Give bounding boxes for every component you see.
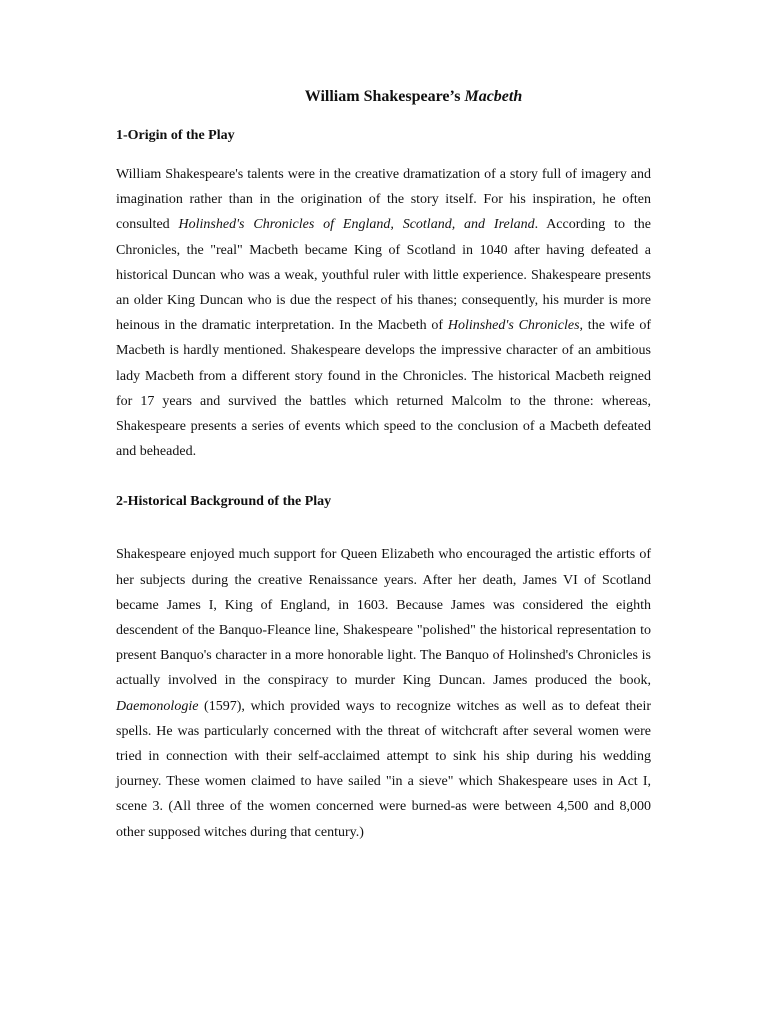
book-title: Holinshed's Chronicles	[447, 318, 580, 334]
section-heading-origin: 1-Origin of the Play	[116, 128, 235, 143]
paragraph-text: . According to the Chronicles, the "real" Macbeth became King of Scotland in 1040 after having defeated a historical Duncan who was a weak, youthful ruler with little experience. Shakespeare presents an older King Duncan who is due the respect of his thanes; consequently, his murder is more heinous in the dramatic interpretation. In the Macbeth of	[116, 217, 651, 334]
section-paragraph-origin	[116, 162, 651, 464]
paragraph-text: (1597), which provided ways to recognize witches as well as to defeat their spells. He was particularly concerned with the threat of witchcraft after several women were tried in connection with their self-acclaimed attempt to sink his ship during his wedding journey. These women claimed to have sailed "in a sieve" which Shakespeare uses in Act I, scene 3. (All three of the women concerned were burned-as were between 4,500 and 8,000 other supposed witches during that century.)	[116, 698, 651, 840]
section-heading-historical-background: 2-Historical Background of the Play	[116, 494, 332, 510]
paragraph-text: William Shakespeare's talents were in the creative dramatization of a story full of imagery and imagination rather than in the origination of the story itself. For his inspiration, he often consulted	[116, 167, 651, 233]
book-title: Holinshed's Chronicles of England, Scotland, and Ireland	[178, 217, 535, 233]
document-page	[116, 86, 651, 845]
title-play-name: Macbeth	[464, 88, 523, 105]
section-paragraph-historical-background	[116, 542, 651, 844]
book-title: Daemonologie	[116, 698, 199, 714]
title-text: William Shakespeare’s	[304, 88, 465, 105]
paragraph-text: Shakespeare enjoyed much support for Queen Elizabeth who encouraged the artistic efforts of her subjects during the creative Renaissance years. After her death, James VI of Scotland became James I, King of England, in 1603. Because James was considered the eighth descendent of the Banquo-Fleance line, Shakespeare "polished" the historical representation to present Banquo's character in a more honorable light. The Banquo of Holinshed's Chronicles is actually involved in the conspiracy to murder King Duncan. James produced the book,	[116, 547, 651, 689]
document-title	[116, 86, 651, 108]
paragraph-text: , the wife of Macbeth is hardly mentioned. Shakespeare develops the impressive character of an ambitious lady Macbeth from a different story found in the Chronicles. The historical Macbeth reigned for 17 years and survived the battles which returned Malcolm to the throne: whereas, Shakespeare presents a series of events which speed to the conclusion of a Macbeth defeated and beheaded.	[116, 318, 651, 460]
